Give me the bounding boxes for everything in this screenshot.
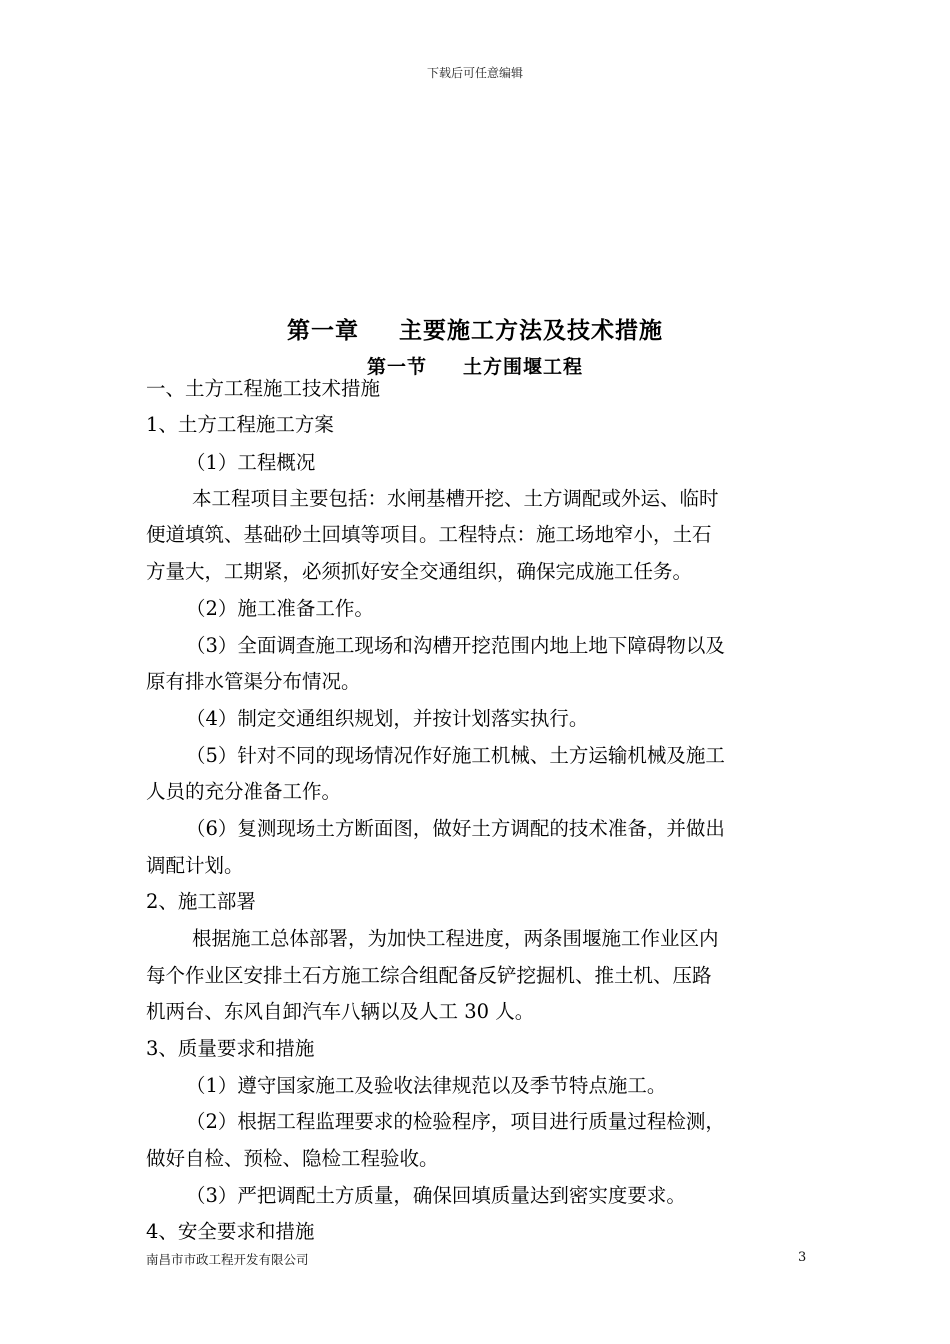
paragraph-line: 方量大，工期紧，必须抓好安全交通组织，确保完成施工任务。 [146,560,693,583]
item-line: （2）施工准备工作。 [186,597,374,620]
paragraph-line: 根据施工总体部署，为加快工程进度，两条围堰施工作业区内 [192,927,719,950]
heading-level1: 一、土方工程施工技术措施 [146,377,381,400]
item-line: （3）严把调配土方质量，确保回填质量达到密实度要求。 [186,1184,686,1207]
chapter-number: 第一章 [287,318,359,344]
paragraph-line: 本工程项目主要包括：水闸基槽开挖、土方调配或外运、临时 [192,487,719,510]
item-line: （4）制定交通组织规划，并按计划落实执行。 [186,707,589,730]
paragraph-line: 机两台、东风自卸汽车八辆以及人工 30 人。 [146,1000,535,1023]
paragraph-line: 人员的充分准备工作。 [146,780,342,803]
heading-level2: 3、质量要求和措施 [146,1037,315,1060]
item-line: （6）复测现场土方断面图，做好土方调配的技术准备，并做出 [186,817,725,840]
paragraph-line: 调配计划。 [146,854,244,877]
item-line: （3）全面调查施工现场和沟槽开挖范围内地上地下障碍物以及 [186,634,725,657]
header-note: 下载后可任意编辑 [426,66,523,80]
chapter-title-text: 主要施工方法及技术措施 [399,318,663,344]
item-heading: （1）工程概况 [186,451,316,474]
chapter-title [0,312,950,345]
paragraph-line: 便道填筑、基础砂土回填等项目。工程特点：施工场地窄小，土石 [146,523,712,546]
item-line: （2）根据工程监理要求的检验程序，项目进行质量过程检测， [186,1110,725,1133]
heading-level2: 2、施工部署 [146,890,256,913]
heading-level2: 4、安全要求和措施 [146,1220,315,1243]
item-line: （5）针对不同的现场情况作好施工机械、土方运输机械及施工 [186,744,725,767]
page-number: 3 [798,1250,807,1265]
section-title-text: 土方围堰工程 [463,356,584,378]
paragraph-line: 每个作业区安排土石方施工综合组配备反铲挖掘机、推土机、压路 [146,964,712,987]
heading-level2: 1、土方工程施工方案 [146,413,334,436]
section-title [0,352,950,379]
section-number: 第一节 [366,356,427,378]
paragraph-line: 原有排水管渠分布情况。 [146,670,361,693]
paragraph-line: 做好自检、预检、隐检工程验收。 [146,1147,439,1170]
item-line: （1）遵守国家施工及验收法律规范以及季节特点施工。 [186,1074,667,1097]
footer-company: 南昌市市政工程开发有限公司 [146,1252,309,1267]
